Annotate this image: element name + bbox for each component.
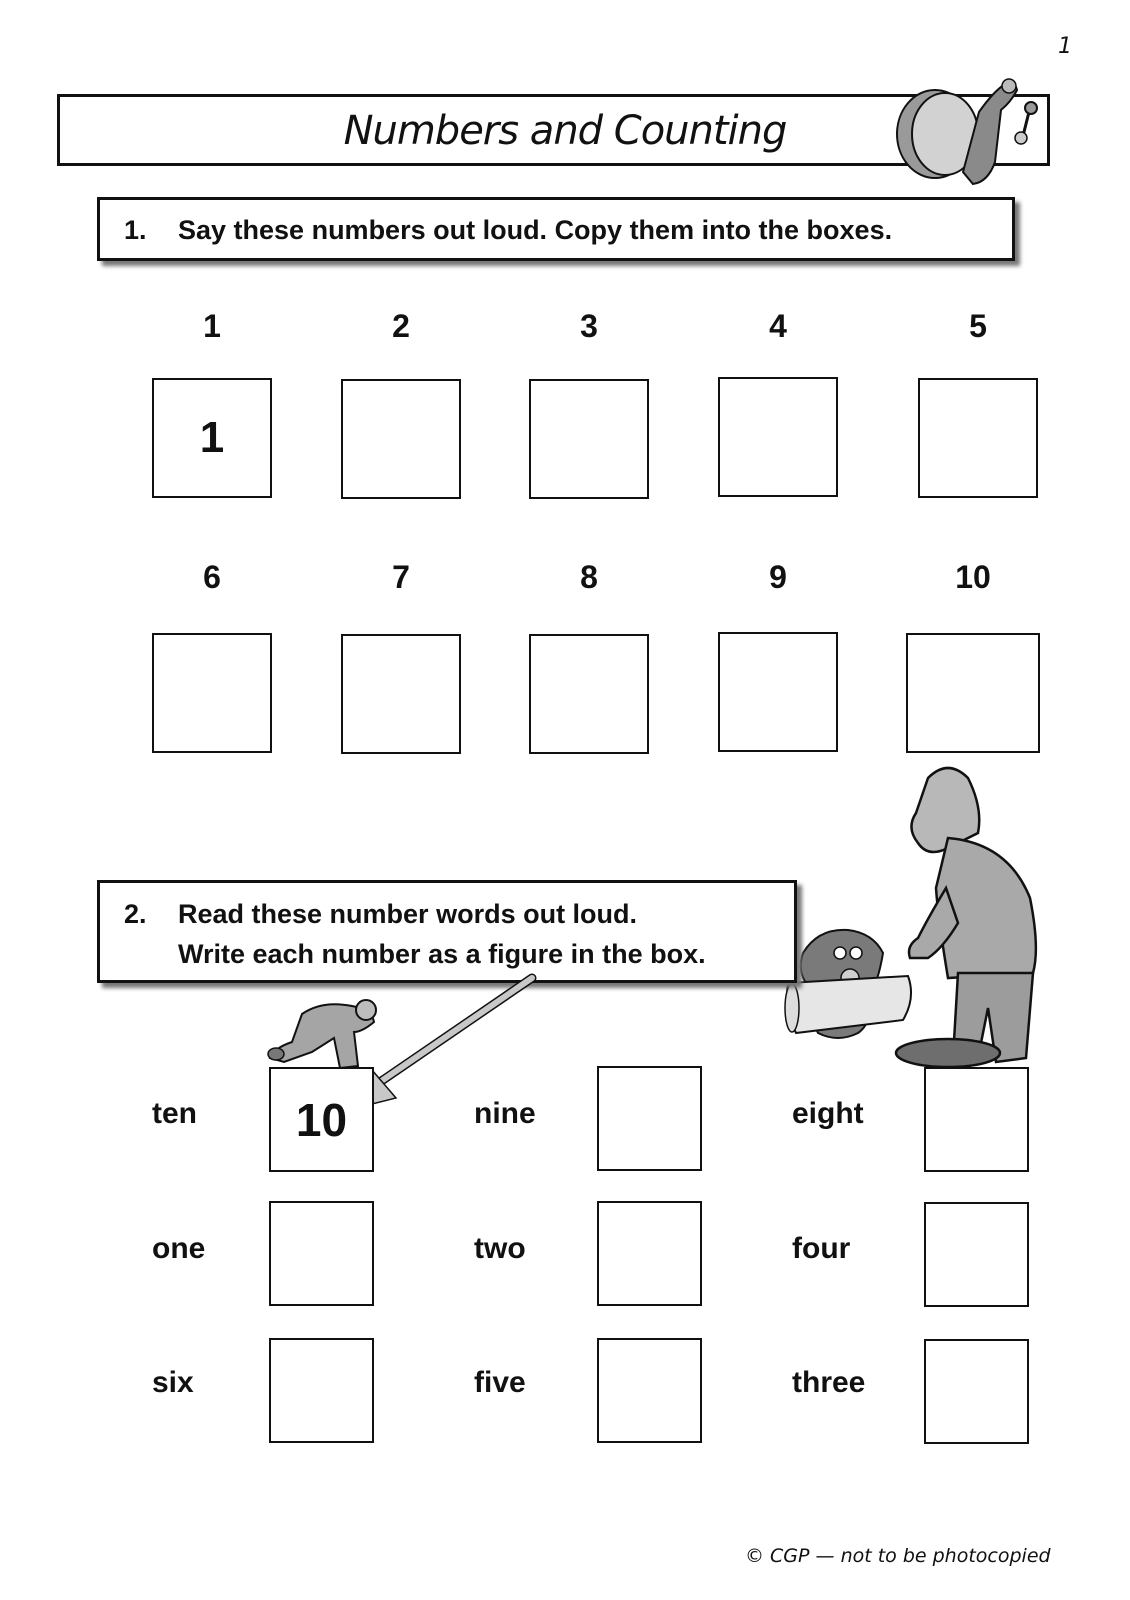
answer-box[interactable]: 10 — [269, 1067, 374, 1172]
answer-box[interactable] — [529, 634, 649, 754]
answer-box[interactable] — [718, 377, 838, 497]
number-label: 5 — [969, 308, 987, 344]
number-word: ten — [152, 1097, 197, 1130]
answer-box[interactable] — [152, 633, 272, 753]
copyright-footer: © CGP — not to be photocopied — [745, 1545, 1051, 1567]
answer-box[interactable] — [269, 1338, 374, 1443]
question-2-instruction-line-1: Read these number words out loud. — [178, 899, 638, 929]
answer-box[interactable] — [341, 634, 461, 754]
answer-box[interactable] — [269, 1201, 374, 1306]
number-label: 10 — [955, 559, 991, 595]
number-label: 6 — [203, 559, 221, 595]
question-1-instruction-box — [97, 197, 1015, 261]
number-label: 3 — [580, 308, 598, 344]
number-word: four — [792, 1232, 851, 1265]
answer-box[interactable] — [718, 632, 838, 752]
answer-box[interactable] — [924, 1339, 1029, 1444]
number-word: one — [152, 1232, 206, 1265]
answer-box[interactable] — [924, 1202, 1029, 1307]
page-title: Numbers and Counting — [343, 108, 787, 154]
question-2-instruction-box — [97, 880, 797, 983]
question-1-number: 1. — [124, 215, 147, 245]
answer-box[interactable] — [597, 1338, 702, 1443]
number-word: five — [474, 1366, 526, 1399]
number-word: six — [152, 1366, 194, 1399]
answer-box[interactable] — [906, 633, 1040, 753]
number-label: 7 — [392, 559, 410, 595]
number-label: 8 — [580, 559, 598, 595]
answer-box[interactable] — [341, 379, 461, 499]
question-1-instruction: Say these numbers out loud. Copy them into the boxes. — [178, 215, 893, 245]
number-label: 9 — [769, 559, 787, 595]
number-label: 1 — [203, 308, 221, 344]
page-number: 1 — [1058, 34, 1072, 59]
number-label: 4 — [769, 308, 787, 344]
number-label: 2 — [392, 308, 410, 344]
number-word: three — [792, 1366, 866, 1399]
arrow-icon — [350, 970, 540, 1115]
answer-box[interactable] — [529, 379, 649, 499]
answer-box[interactable]: 1 — [152, 378, 272, 498]
question-2-instruction-line-2: Write each number as a figure in the box. — [178, 939, 706, 969]
man-and-dog-illustration — [778, 758, 1048, 1078]
number-word: eight — [792, 1097, 864, 1130]
number-word: two — [474, 1232, 526, 1265]
answer-box[interactable] — [597, 1201, 702, 1306]
drummer-illustration — [893, 72, 1043, 192]
question-2-number: 2. — [124, 899, 147, 929]
answer-box[interactable] — [924, 1067, 1029, 1172]
answer-box[interactable] — [918, 378, 1038, 498]
number-word: nine — [474, 1097, 536, 1130]
answer-box[interactable] — [597, 1066, 702, 1171]
